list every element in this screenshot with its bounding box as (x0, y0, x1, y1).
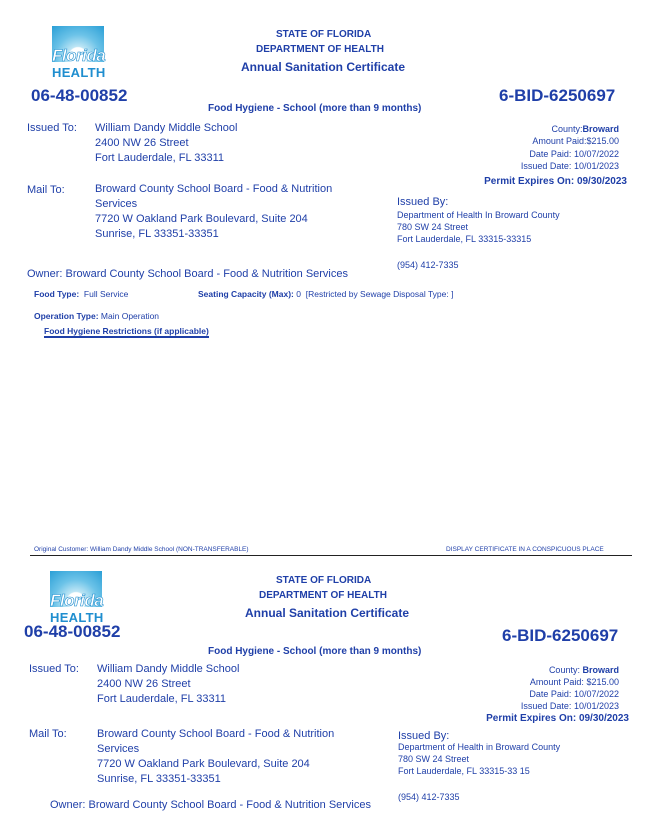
amount-paid-line-copy (530, 677, 619, 687)
logo-florida-text: Florida (52, 46, 106, 65)
issued-date-label: Issued Date: (520, 701, 572, 711)
mail-to-street-copy: 7720 W Oakland Park Boulevard, Suite 204 (97, 758, 310, 770)
amount-paid-label: Amount Paid: (529, 677, 584, 687)
operation-type-line (34, 311, 159, 321)
amount-paid-value: $215.00 (586, 136, 619, 146)
restrictions-heading: Food Hygiene Restrictions (if applicable) (44, 326, 209, 336)
permit-expires-label: Permit Expires On: (486, 713, 577, 724)
issued-by-street-copy: 780 SW 24 Street (398, 754, 470, 764)
issued-by-phone-copy: (954) 412-7335 (398, 792, 460, 802)
issued-to-label: Issued To: (27, 122, 77, 134)
permit-expires-value: 09/30/2023 (578, 713, 629, 724)
logo-health-text: HEALTH (52, 65, 106, 80)
permit-category-copy: Food Hygiene - School (more than 9 months) (208, 646, 422, 657)
logo-florida-text: Florida (50, 591, 104, 610)
owner-value: Broward County School Board - Food & Nutrition Services (88, 799, 371, 811)
permit-expires-line-copy (486, 713, 629, 724)
certificate-title-copy: Annual Sanitation Certificate (245, 606, 410, 620)
date-paid-label: Date Paid: (529, 689, 572, 699)
mail-to-label: Mail To: (27, 184, 65, 196)
seating-line (198, 289, 453, 299)
owner-line (27, 268, 348, 280)
issued-to-name-copy: William Dandy Middle School (97, 663, 240, 675)
issued-to-city-copy: Fort Lauderdale, FL 33311 (97, 693, 227, 705)
county-value: Broward (582, 124, 619, 134)
issued-to-city: Fort Lauderdale, FL 33311 (95, 152, 225, 164)
seating-label: Seating Capacity (Max): (198, 289, 294, 299)
mail-to-line2-copy: Services (97, 743, 140, 755)
issued-date-label: Issued Date: (520, 161, 572, 171)
issued-date-value: 10/01/2023 (573, 161, 619, 171)
cut-line-divider (30, 555, 632, 556)
date-paid-value: 10/07/2022 (573, 689, 619, 699)
date-paid-value: 10/07/2022 (573, 149, 619, 159)
permit-category: Food Hygiene - School (more than 9 months) (208, 103, 422, 114)
permit-expires-value: 09/30/2023 (576, 176, 627, 187)
mail-to-city-copy: Sunrise, FL 33351-33351 (97, 773, 221, 785)
footer-display-notice: DISPLAY CERTIFICATE IN A CONSPICUOUS PLACE (446, 546, 604, 553)
florida-health-logo-copy (50, 571, 102, 623)
county-label: County: (548, 665, 580, 675)
certificate-title: Annual Sanitation Certificate (241, 60, 406, 74)
operation-type-value: Main Operation (100, 311, 160, 321)
mail-to-city: Sunrise, FL 33351-33351 (95, 228, 219, 240)
operation-type-label: Operation Type: (34, 311, 99, 321)
logo-health-text: HEALTH (50, 610, 104, 625)
county-value: Broward (582, 665, 619, 675)
date-paid-label: Date Paid: (529, 149, 572, 159)
issued-by-office: Department of Health In Broward County (397, 210, 560, 220)
food-type-line (34, 289, 128, 299)
issued-to-street: 2400 NW 26 Street (95, 137, 189, 149)
florida-health-logo (52, 26, 104, 78)
owner-label: Owner: (50, 799, 86, 811)
footer-original: Original Customer: William Dandy Middle School (NON-TRANSFERABLE) (34, 546, 249, 553)
issued-by-street: 780 SW 24 Street (397, 222, 469, 232)
issued-by-phone: (954) 412-7335 (397, 260, 459, 270)
issued-to-name: William Dandy Middle School (95, 122, 238, 134)
license-number: 06-48-00852 (31, 86, 128, 105)
food-type-value: Full Service (83, 289, 129, 299)
issued-date-line (521, 161, 619, 171)
permit-id: 6-BID-6250697 (499, 86, 616, 105)
issued-to-label-copy: Issued To: (29, 663, 79, 675)
county-label: County: (551, 124, 583, 134)
mail-to-label-copy: Mail To: (29, 728, 67, 740)
owner-value: Broward County School Board - Food & Nutrition Services (65, 268, 348, 280)
state-header: STATE OF FLORIDA (276, 29, 372, 40)
county-line (551, 124, 619, 134)
issued-date-line-copy (521, 701, 619, 711)
permit-expires-label: Permit Expires On: (484, 176, 575, 187)
seating-note: [Restricted by Sewage Disposal Type: ] (305, 289, 454, 299)
issued-by-label: Issued By: (397, 196, 449, 208)
amount-paid-line (532, 136, 619, 146)
issued-by-office-copy: Department of Health in Broward County (398, 742, 561, 752)
issued-to-street-copy: 2400 NW 26 Street (97, 678, 191, 690)
mail-to-street: 7720 W Oakland Park Boulevard, Suite 204 (95, 213, 308, 225)
amount-paid-value: $215.00 (586, 677, 619, 687)
issued-by-city-copy: Fort Lauderdale, FL 33315-33 15 (398, 766, 530, 776)
department-header: DEPARTMENT OF HEALTH (256, 44, 384, 55)
permit-expires-line (484, 176, 627, 187)
seating-value: 0 (296, 289, 301, 299)
date-paid-line-copy (529, 689, 619, 699)
department-header-copy: DEPARTMENT OF HEALTH (259, 590, 387, 601)
license-number-copy: 06-48-00852 (24, 622, 121, 641)
county-line-copy (549, 665, 619, 675)
owner-label: Owner: (27, 268, 63, 280)
mail-to-line1-copy: Broward County School Board - Food & Nutrition (97, 728, 335, 740)
mail-to-line2: Services (95, 198, 138, 210)
mail-to-line1: Broward County School Board - Food & Nutrition (95, 183, 333, 195)
owner-line-copy (50, 799, 371, 811)
amount-paid-label: Amount Paid: (532, 136, 587, 146)
food-type-label: Food Type: (34, 289, 80, 299)
date-paid-line (529, 149, 619, 159)
state-header-copy: STATE OF FLORIDA (276, 575, 372, 586)
issued-date-value: 10/01/2023 (573, 701, 619, 711)
issued-by-city: Fort Lauderdale, FL 33315-33315 (397, 234, 532, 244)
issued-by-label-copy: Issued By: (398, 730, 450, 742)
permit-id-copy: 6-BID-6250697 (502, 626, 619, 645)
